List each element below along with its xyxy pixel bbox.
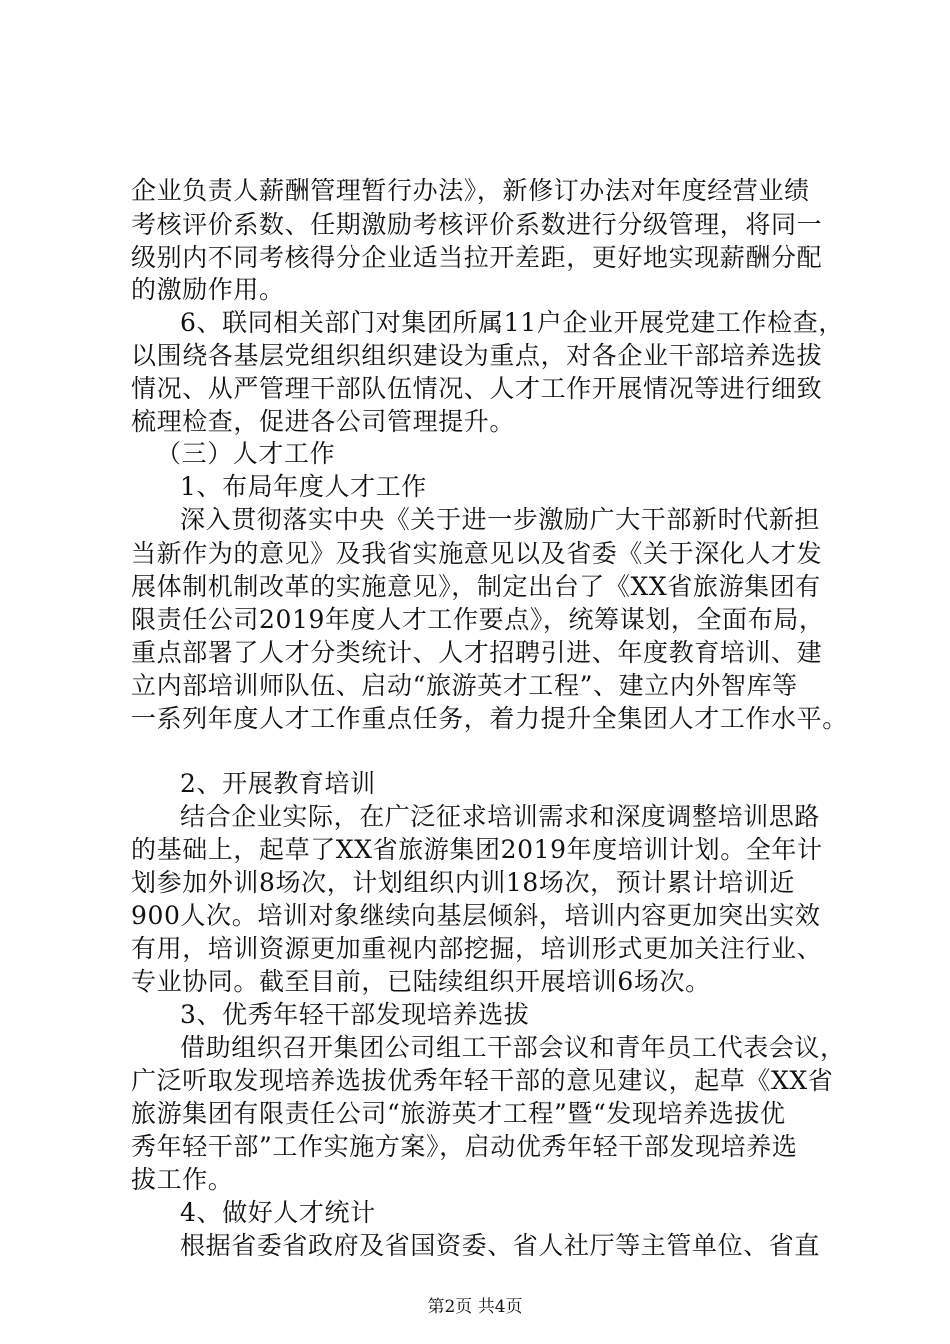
body-text-line: 拔工作。 bbox=[131, 1165, 234, 1194]
body-text-line: 的激励作用。 bbox=[131, 275, 285, 304]
body-text-line: 划参加外训8场次，计划组织内训18场次，预计累计培训近 bbox=[131, 868, 795, 897]
subsection-heading: 4、做好人才统计 bbox=[180, 1198, 376, 1227]
paragraph-first-line: 结合企业实际，在广泛征求培训需求和深度调整培训思路 bbox=[180, 802, 821, 831]
paragraph-first-line: 借助组织召开集团公司组工干部会议和青年员工代表会议， bbox=[180, 1033, 846, 1062]
paragraph-first-line: 根据省委省政府及省国资委、省人社厅等主管单位、省直 bbox=[180, 1231, 821, 1260]
body-text-line: 梳理检查，促进各公司管理提升。 bbox=[131, 407, 516, 436]
paragraph-first-line: 深入贯彻落实中央《关于进一步激励广大干部新时代新担 bbox=[180, 505, 821, 534]
section-heading: （三）人才工作 bbox=[156, 439, 336, 468]
body-text-line: 900人次。培训对象继续向基层倾斜，培训内容更加突出实效 bbox=[131, 901, 821, 930]
body-text-line: 广泛听取发现培养选拔优秀年轻干部的意见建议，起草《XX省 bbox=[131, 1066, 834, 1095]
subsection-heading: 3、优秀年轻干部发现培养选拔 bbox=[180, 1000, 530, 1029]
body-text-line: 旅游集团有限责任公司“旅游英才工程”暨“发现培养选拔优 bbox=[131, 1099, 786, 1128]
body-text-line: 限责任公司2019年度人才工作要点》，统筹谋划，全面布局， bbox=[131, 605, 825, 634]
paragraph-first-line: 6、联同相关部门对集团所属11户企业开展党建工作检查， bbox=[180, 308, 844, 337]
page-number-footer: 第2页 共4页 bbox=[427, 1297, 523, 1317]
body-text-line: 当新作为的意见》及我省实施意见以及省委《关于深化人才发 bbox=[131, 539, 823, 568]
body-text-line: 一系列年度人才工作重点任务，着力提升全集团人才工作水平。 bbox=[131, 704, 848, 733]
body-text-line: 以围绕各基层党组织组织建设为重点，对各企业干部培养选拔 bbox=[131, 341, 823, 370]
body-text-line: 专业协同。截至目前，已陆续组织开展培训6场次。 bbox=[131, 967, 711, 996]
body-text-line: 立内部培训师队伍、启动“旅游英才工程”、建立内外智库等 bbox=[131, 671, 798, 700]
body-text-line: 展体制机制改革的实施意见》，制定出台了《XX省旅游集团有 bbox=[131, 572, 821, 601]
body-text-line: 的基础上，起草了XX省旅游集团2019年度培训计划。全年计 bbox=[131, 835, 823, 864]
body-text-line: 秀年轻干部”工作实施方案》，启动优秀年轻干部发现培养选 bbox=[131, 1132, 798, 1161]
body-text-line: 重点部署了人才分类统计、人才招聘引进、年度教育培训、建 bbox=[131, 638, 823, 667]
subsection-heading: 1、布局年度人才工作 bbox=[180, 472, 427, 501]
body-text-line: 企业负责人薪酬管理暂行办法》，新修订办法对年度经营业绩 bbox=[131, 176, 810, 205]
subsection-heading: 2、开展教育培训 bbox=[180, 769, 376, 798]
body-text-line: 级别内不同考核得分企业适当拉开差距，更好地实现薪酬分配 bbox=[131, 243, 823, 272]
body-text-line: 有用，培训资源更加重视内部挖掘，培训形式更加关注行业、 bbox=[131, 934, 823, 963]
body-text-line: 考核评价系数、任期激励考核评价系数进行分级管理，将同一 bbox=[131, 210, 823, 239]
body-text-line: 情况、从严管理干部队伍情况、人才工作开展情况等进行细致 bbox=[131, 374, 823, 403]
